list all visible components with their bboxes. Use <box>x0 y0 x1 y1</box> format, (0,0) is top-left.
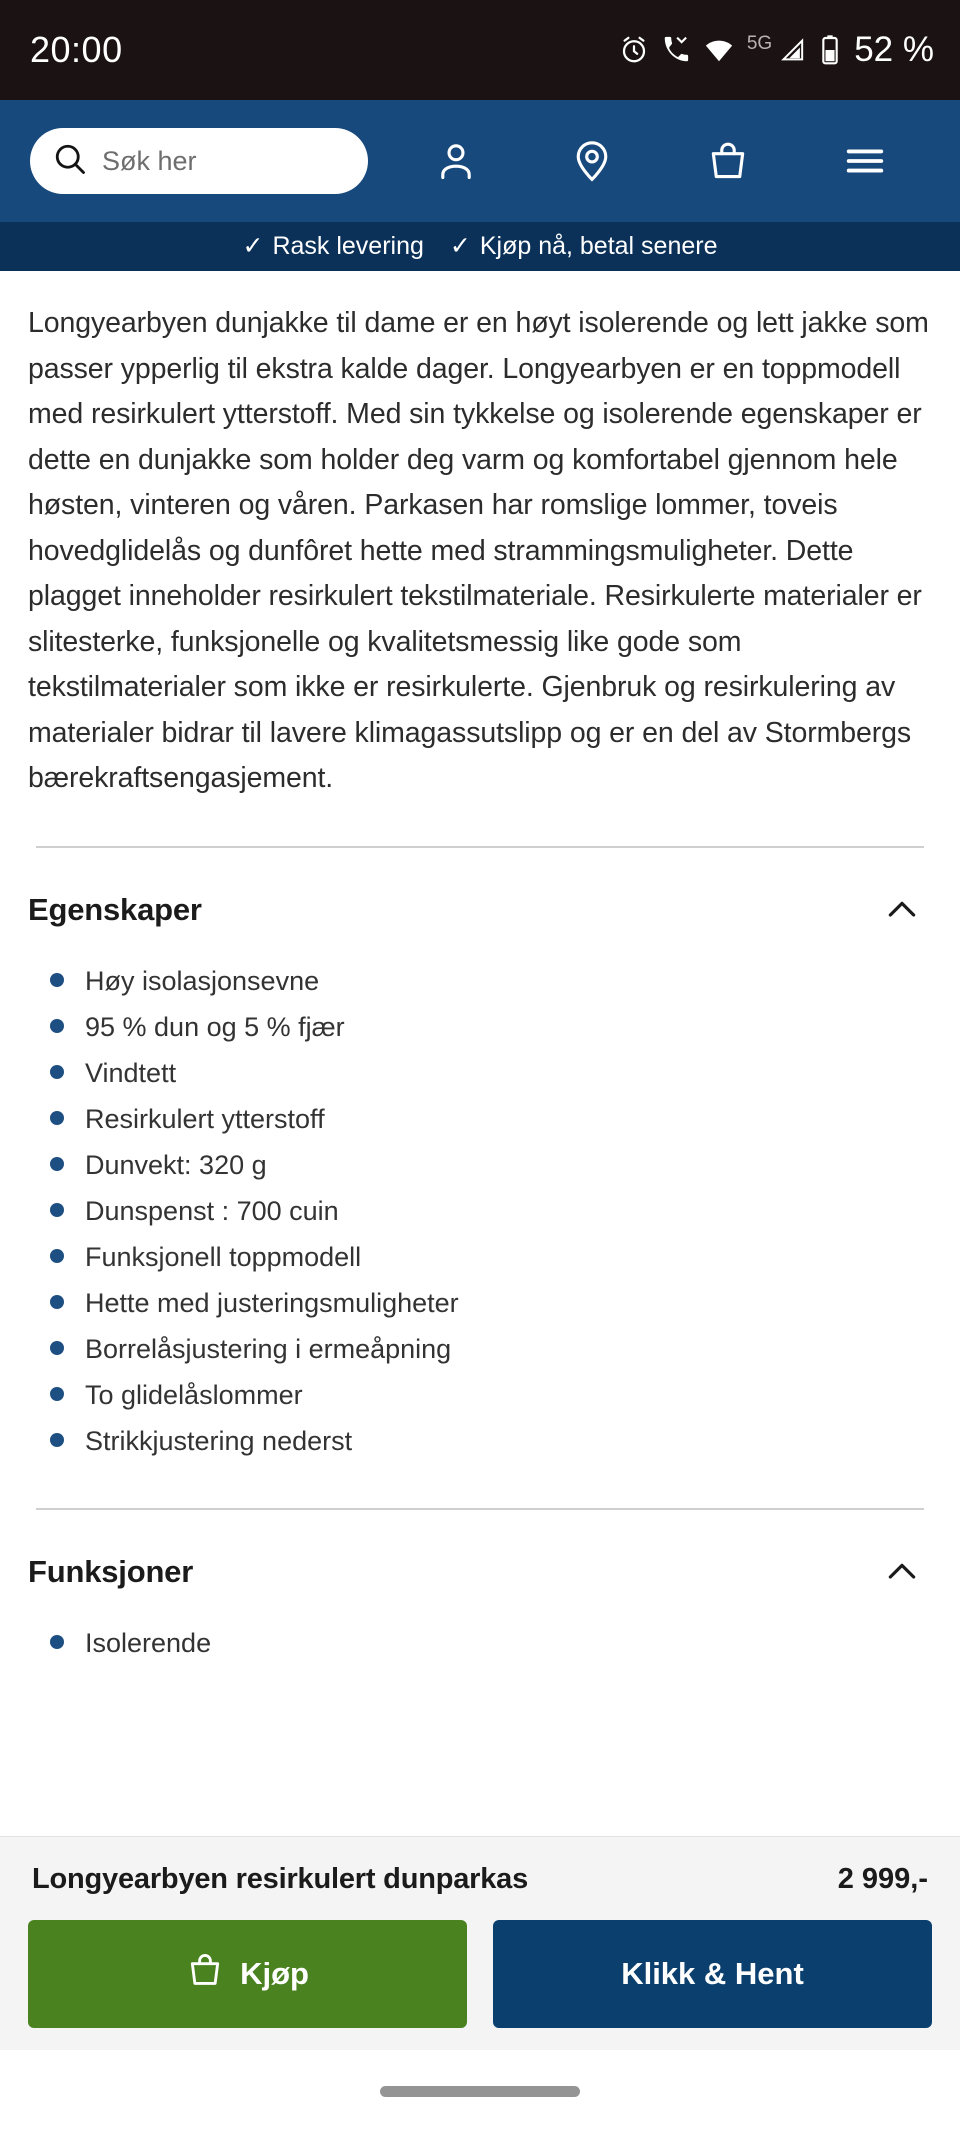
product-summary <box>28 1857 932 1896</box>
list-item <box>50 1280 932 1326</box>
bullet-icon <box>50 1249 64 1263</box>
search-bar[interactable] <box>30 128 368 194</box>
product-description: Longyearbyen dunjakke til dame er en høyt isolerende og lett jakke som passer ypperlig til ekstra kalde dager. Longyearbyen er en toppmodell med resirkulert ytterstoff. Med sin tykkelse og isolerende egenskaper er dette en dunjakke som holder deg varm og komfortabel gjennom hele høsten, vinteren og våren. Parkasen har romslige lommer, toveis hovedglidelås og dunfôret hette med strammingsmuligheter. Dette plagget inneholder resirkulert tekstilmateriale. Resirkulerte materialer er slitesterke, funksjonelle og kvalitetsmessig like gode som tekstilmaterialer som ikke er resirkulerte. Gjenbruk og resirkulering av materialer bidrar til lavere klimagassutslipp og er en del av Stormbergs bærekraftsengasjement. <box>28 307 929 794</box>
store-locator-icon[interactable] <box>570 139 614 183</box>
list-item-label: Høy isolasjonsevne <box>85 965 320 996</box>
hamburger-menu-icon[interactable] <box>842 138 888 184</box>
status-icon-group <box>619 30 934 70</box>
signal-icon <box>780 35 808 65</box>
purchase-button-group <box>28 1920 932 2028</box>
usp-item-delivery <box>242 232 423 261</box>
wifi-icon <box>703 35 735 65</box>
list-item <box>50 1418 932 1464</box>
search-input[interactable]: Søk her <box>102 145 197 176</box>
list-item <box>50 1004 932 1050</box>
usp-item-payment <box>450 232 718 261</box>
list-item-label: Dunvekt: 320 g <box>85 1149 267 1180</box>
status-bar <box>0 0 960 100</box>
list-item <box>50 1142 932 1188</box>
bullet-icon <box>50 1203 64 1217</box>
check-icon: ✓ <box>449 232 471 260</box>
usp-label: Kjøp nå, betal senere <box>479 232 718 260</box>
chevron-up-icon[interactable] <box>882 1552 922 1592</box>
alarm-icon <box>619 35 649 65</box>
sticky-purchase-bar <box>0 1837 960 2050</box>
list-item-label: Vindtett <box>85 1057 177 1088</box>
list-item <box>50 958 932 1004</box>
click-and-collect-button[interactable] <box>493 1920 932 2028</box>
funksjoner-list <box>28 1592 932 1666</box>
bullet-icon <box>50 1157 64 1171</box>
basket-icon <box>186 1951 224 1997</box>
check-icon: ✓ <box>242 232 264 260</box>
usp-bar <box>0 222 960 271</box>
bullet-icon <box>50 973 64 987</box>
section-title: Funksjoner <box>28 1553 194 1589</box>
account-icon[interactable] <box>434 139 478 183</box>
bullet-icon <box>50 1111 64 1125</box>
list-item-label: Strikkjustering nederst <box>85 1425 353 1456</box>
list-item-label: Resirkulert ytterstoff <box>85 1103 325 1134</box>
bullet-icon <box>50 1019 64 1033</box>
battery-icon <box>820 34 840 66</box>
status-time: 20:00 <box>30 29 123 70</box>
search-icon <box>52 141 88 182</box>
list-item-label: Dunspenst : 700 cuin <box>85 1195 339 1226</box>
product-price: 2 999,- <box>837 1863 928 1895</box>
gesture-handle[interactable] <box>380 2086 580 2097</box>
site-header <box>0 100 960 222</box>
list-item-label: Hette med justeringsmuligheter <box>85 1287 459 1318</box>
usp-label: Rask levering <box>272 232 424 260</box>
list-item <box>50 1326 932 1372</box>
header-icon-group <box>368 138 934 184</box>
list-item <box>50 1188 932 1234</box>
bullet-icon <box>50 1341 64 1355</box>
list-item-label: Borrelåsjustering i ermeåpning <box>85 1333 452 1364</box>
bullet-icon <box>50 1387 64 1401</box>
buy-button-label: Kjøp <box>240 1956 309 1991</box>
list-item <box>50 1620 932 1666</box>
chevron-up-icon[interactable] <box>882 890 922 930</box>
bullet-icon <box>50 1433 64 1447</box>
list-item <box>50 1234 932 1280</box>
list-item <box>50 1096 932 1142</box>
bullet-icon <box>50 1065 64 1079</box>
list-item-label: 95 % dun og 5 % fjær <box>85 1011 345 1042</box>
bullet-icon <box>50 1295 64 1309</box>
bullet-icon <box>50 1635 64 1649</box>
egenskaper-list <box>28 930 932 1464</box>
list-item-label: Isolerende <box>85 1627 212 1658</box>
section-header-funksjoner[interactable] <box>28 1510 932 1592</box>
system-navigation-bar <box>0 2050 960 2133</box>
buy-button[interactable] <box>28 1920 467 2028</box>
network-type-label: 5G <box>746 33 773 54</box>
list-item <box>50 1050 932 1096</box>
missed-call-icon <box>661 35 691 65</box>
section-header-egenskaper[interactable] <box>28 848 932 930</box>
product-title: Longyearbyen resirkulert dunparkas <box>32 1863 529 1895</box>
list-item <box>50 1372 932 1418</box>
battery-percent-label: 52 % <box>854 30 934 69</box>
basket-icon[interactable] <box>706 139 750 183</box>
section-title: Egenskaper <box>28 891 202 927</box>
click-and-collect-label: Klikk & Hent <box>621 1956 804 1991</box>
list-item-label: To glidelåslommer <box>85 1379 303 1410</box>
list-item-label: Funksjonell toppmodell <box>85 1241 362 1272</box>
